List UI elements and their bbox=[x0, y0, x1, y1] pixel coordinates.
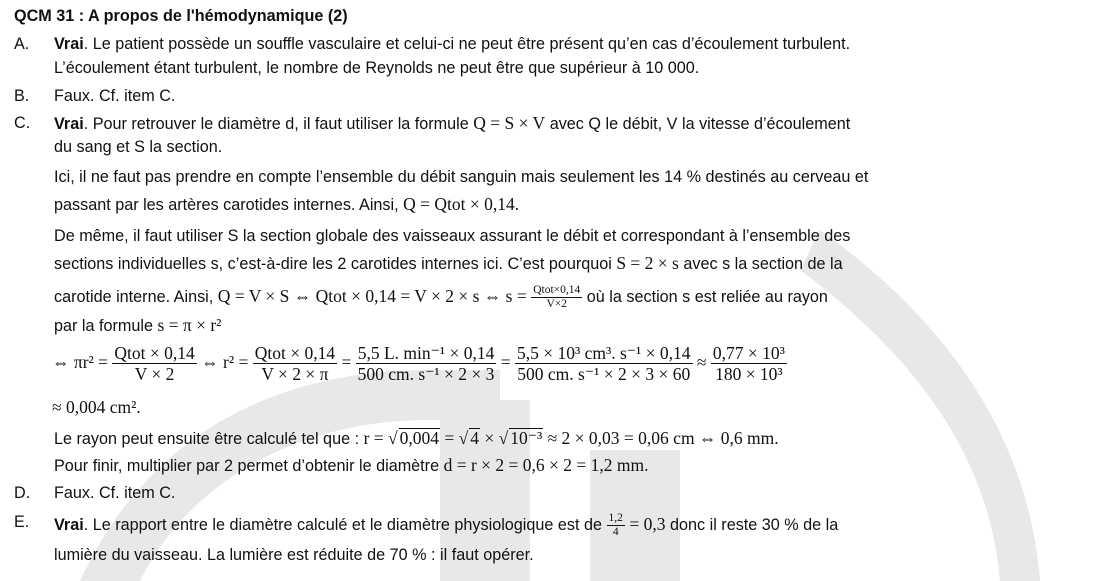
verdict-label: Vrai bbox=[54, 35, 84, 53]
item-c-line8: par la formule s = π × r² bbox=[54, 315, 222, 335]
item-letter: D. bbox=[14, 484, 31, 502]
item-text: Faux. Cf. item C. bbox=[54, 87, 176, 105]
item-c-line2: du sang et S la section. bbox=[54, 138, 223, 156]
item-text: . Le patient possède un souffle vasculaire et celui-ci ne peut être présent qu’en cas d’écoulement turbulent. bbox=[83, 35, 851, 53]
fraction: $\frac{1,2}{4}$ bbox=[608, 512, 623, 538]
item-c-line4: passant par les artères carotides internes. Ainsi, Q = Qtot × 0,14. bbox=[54, 194, 520, 214]
correction-document: QCM 31 : A propos de l'hémodynamique (2) A. Vrai. Le patient possède un souffle vasculaire et celui-ci ne peut être présent qu’en cas d’écoulement turbulent. L’écoulement étant turbulent, le nombre de Reynolds ne peut être que supérieur à 10 000. B. Faux. Cf. item C. C. Vrai. Pour retrouver le diamètre d, il faut utiliser la formule Q = S × V avec Q le débit, V la vitesse d’écoulement du sang et S la section. Ici, il ne faut pas prendre en compte l’ensemble du débit sanguin mais seulement les 14 % destinés au cerveau et passant par les artères carotides internes. Ainsi, Q = Qtot × 0,14. De même, il faut utiliser S la section globale des vaisseaux assurant le débit et correspondant à l’ensemble des sections individuelles s, c’est-à-dire les 2 carotides internes ici. C’est pourquoi S = 2 × s avec s la section de la carotide interne. Ainsi, Q = V × S ⇔ Qtot × 0,14 = V × 2 × s ⇔ s = $\frac{\text{Qtot×0,14}}{V\times 2}$ où la section s est reliée au rayon par la formule s = π × r² ⇔ πr² = $\frac{\text{Qtot × 0,14}}{V \times 2}$ ⇔ r² = $\frac{\text{Qtot × 0,14}}{V \times 2 \times \pi}$ = $\frac{\text{5,5 L. min⁻¹ × 0,14}}{\text{500 cm. s⁻¹ × 2 × 3}}$ = $\frac{\text{5,5 × 10³ cm³. s⁻¹ × 0,14}}{\text{500 cm. s⁻¹ × 2 × 3 × 60}}$ ≈ $\frac{\text{0,77 × 10³}}{\text{180 × 10³}}$ ≈ 0,004 cm². Le rayon peut ensuite être calculé tel que : r = √ 0,004 = √ 4 × √ 10⁻³ ≈ 2 × 0,03 = 0,06 cm ⇔ 0,6 mm. Pour finir, multiplier par 2 permet d’obtenir le diamètre d = r × 2 = 0,6 × 2 = 1,2 mm. D. Faux. Cf. item C. E. Vrai. Le rapport entre le diamètre calculé et le diamètre physiologique est de $\frac{1,2}{4}$ = 0,3 donc il reste 30 % de la lumière du vaisseau. La lumière est réduite de 70 % : il faut opérer. bbox=[14, 7, 869, 564]
sqrt: 0,004 bbox=[399, 428, 439, 448]
sqrt: 10⁻³ bbox=[510, 428, 543, 448]
formula: S = 2 × s bbox=[616, 253, 679, 273]
fraction: $\frac{\text{Qtot×0,14}}{V\times 2}$ bbox=[533, 284, 581, 310]
verdict-label: Vrai bbox=[54, 515, 84, 534]
fraction: $\frac{\text{5,5 L. min⁻¹ × 0,14}}{\text{500 cm. s⁻¹ × 2 × 3}}$ bbox=[357, 343, 495, 385]
fraction: $\frac{\text{Qtot × 0,14}}{V \times 2 \times \pi}$ bbox=[254, 343, 336, 385]
item-c-line5: De même, il faut utiliser S la section globale des vaisseaux assurant le débit et correspondant à l’ensemble des bbox=[54, 227, 851, 245]
formula: Q = Qtot × 0,14. bbox=[403, 194, 520, 214]
sqrt: 4 bbox=[470, 428, 479, 448]
formula: Q = S × V bbox=[473, 113, 546, 133]
equation-result: ≈ 0,004 cm². bbox=[52, 397, 141, 417]
item-letter: E. bbox=[14, 513, 30, 531]
formula: s = π × r² bbox=[157, 315, 222, 335]
verdict-label: Vrai bbox=[54, 115, 84, 133]
item-a-line2: L’écoulement étant turbulent, le nombre de Reynolds ne peut être que supérieur à 10 000. bbox=[54, 59, 700, 77]
item-c-radius-line: Le rayon peut ensuite être calculé tel que : r = √ 0,004 = √ 4 × √ 10⁻³ ≈ 2 × 0,03 = 0,06 cm ⇔ 0,6 mm. bbox=[54, 428, 779, 448]
fraction: $\frac{\text{0,77 × 10³}}{\text{180 × 10³}}$ bbox=[712, 343, 785, 385]
fraction: $\frac{\text{5,5 × 10³ cm³. s⁻¹ × 0,14}}{\text{500 cm. s⁻¹ × 2 × 3 × 60}}$ bbox=[516, 343, 691, 385]
item-letter: B. bbox=[14, 87, 30, 105]
item-text: Faux. Cf. item C. bbox=[54, 484, 176, 502]
question-title: QCM 31 : A propos de l'hémodynamique (2) bbox=[14, 7, 348, 25]
item-e-line2: lumière du vaisseau. La lumière est réduite de 70 % : il faut opérer. bbox=[54, 546, 534, 564]
formula: = 0,3 bbox=[629, 513, 666, 534]
item-c-line3: Ici, il ne faut pas prendre en compte l’ensemble du débit sanguin mais seulement les 14 % destinés au cerveau et bbox=[54, 168, 869, 186]
item-c-line6: sections individuelles s, c’est-à-dire les 2 carotides internes ici. C’est pourquoi S = 2 × s avec s la section de la bbox=[54, 253, 843, 273]
formula: d = r × 2 = 0,6 × 2 = 1,2 mm. bbox=[443, 455, 649, 475]
equation-radius: ⇔ πr² = $\frac{\text{Qtot × 0,14}}{V \times 2}$ ⇔ r² = $\frac{\text{Qtot × 0,14}}{V \times 2 \times \pi}$ = $\frac{\text{5,5 L. min⁻¹ × 0,14}}{\text{500 cm. s⁻¹ × 2 × 3}}$ = $\frac{\text{5,5 × 10³ cm³. s⁻¹ × 0,14}}{\text{500 cm. s⁻¹ × 2 × 3 × 60}}$ ≈ $\frac{\text{0,77 × 10³}}{\text{180 × 10³}}$ bbox=[52, 343, 785, 385]
item-letter: A. bbox=[14, 35, 30, 53]
fraction: $\frac{\text{Qtot × 0,14}}{V \times 2}$ bbox=[114, 343, 195, 385]
formula: Q = V × S ⇔ Qtot × 0,14 = V × 2 × s ⇔ s = bbox=[217, 285, 527, 306]
item-c-diameter-line: Pour finir, multiplier par 2 permet d’obtenir le diamètre d = r × 2 = 0,6 × 2 = 1,2 mm. bbox=[54, 455, 649, 475]
item-c-line7: carotide interne. Ainsi, Q = V × S ⇔ Qtot × 0,14 = V × 2 × s ⇔ s = $\frac{\text{Qtot×0,14}}{V\times 2}$ où la section s est reliée au rayon bbox=[54, 284, 828, 310]
item-letter: C. bbox=[14, 114, 31, 132]
